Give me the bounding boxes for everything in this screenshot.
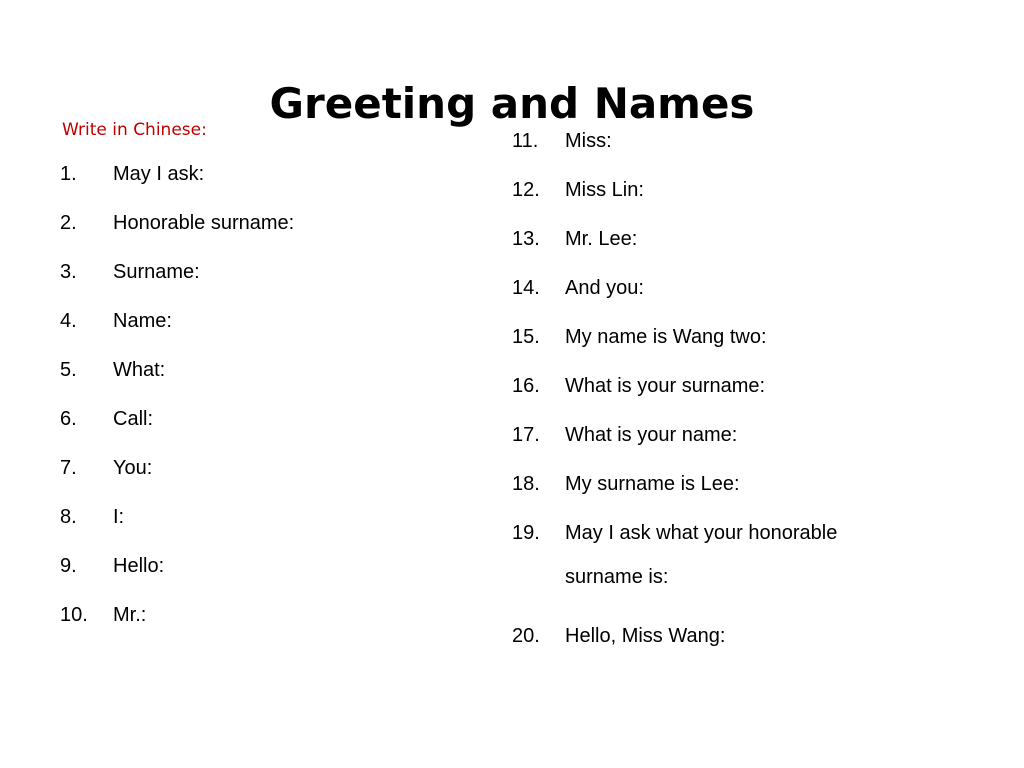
item-number: 8. [60,506,77,528]
item-number: 13. [512,228,540,250]
list-item [512,423,932,447]
list-item [60,554,480,578]
item-number: 5. [60,359,77,381]
item-text: What is your surname: [565,375,766,397]
item-text: Mr.: [113,604,147,626]
item-text: Name: [113,310,172,332]
item-number: 7. [60,457,77,479]
item-text: Call: [113,408,154,430]
item-number: 6. [60,408,77,430]
list-item [512,624,932,648]
item-number: 18. [512,473,540,495]
item-number: 16. [512,375,540,397]
list-item [60,309,480,333]
item-number: 1. [60,163,77,185]
list-item [60,162,480,186]
item-text: What: [113,359,166,381]
list-item [512,374,932,398]
item-number: 11. [512,130,539,152]
instruction-text: Write in Chinese: [62,120,207,140]
item-text: May I ask: [113,163,205,185]
item-text: And you: [565,277,644,299]
list-item [512,178,932,202]
list-item [512,325,932,349]
item-number: 12. [512,179,540,201]
item-number: 14. [512,277,540,299]
list-item [60,407,480,431]
exercise-list-right [512,129,932,673]
slide-title: Greeting and Names [269,79,755,129]
item-number: 9. [60,555,77,577]
item-text: Honorable surname: [113,212,295,234]
item-text: My name is Wang two: [565,326,767,348]
list-item [60,358,480,382]
exercise-list-left [60,162,480,652]
list-item [512,227,932,251]
list-item [60,603,480,627]
item-text: I: [113,506,125,528]
item-number: 17. [512,424,540,446]
item-number: 4. [60,310,77,332]
list-item [60,456,480,480]
list-item [512,521,932,599]
item-text: What is your name: [565,424,738,446]
item-number: 3. [60,261,77,283]
item-text: Miss: [565,130,612,152]
item-text: May I ask what your honorable surname is: [565,522,838,588]
item-number: 2. [60,212,77,234]
item-text: You: [113,457,153,479]
item-text: Hello, Miss Wang: [565,625,726,647]
item-text: Surname: [113,261,200,283]
list-item [512,129,932,153]
item-text: Hello: [113,555,165,577]
item-number: 19. [512,522,540,544]
item-text: Mr. Lee: [565,228,638,250]
item-number: 15. [512,326,540,348]
item-number: 10. [60,604,88,626]
item-text: Miss Lin: [565,179,644,201]
list-item [512,472,932,496]
item-text: My surname is Lee: [565,473,740,495]
list-item [60,211,480,235]
list-item [60,260,480,284]
item-number: 20. [512,625,540,647]
list-item [512,276,932,300]
list-item [60,505,480,529]
